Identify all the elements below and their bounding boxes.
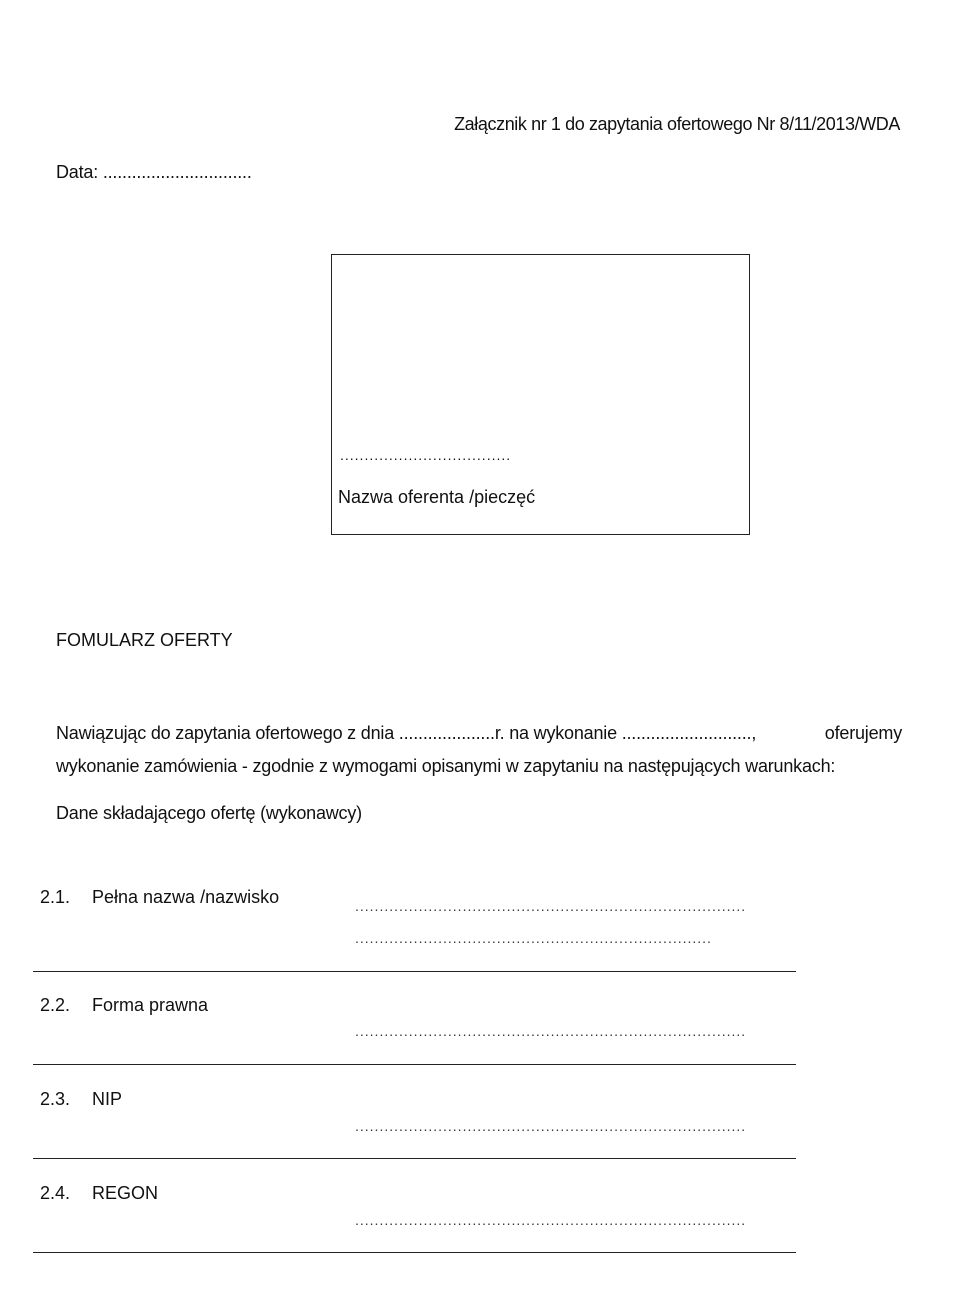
annex-title: Załącznik nr 1 do zapytania ofertowego Nr 8/11/2013/WDA [454, 114, 900, 134]
field-label-nip: NIP [92, 1089, 123, 1109]
field-number: 2.3. [40, 1089, 71, 1109]
form-title: FOMULARZ OFERTY [56, 630, 233, 650]
field-number: 2.2. [40, 995, 71, 1015]
full-name-field-line2[interactable]: ......................................................................... [355, 930, 712, 946]
divider [33, 1064, 796, 1065]
divider [33, 1252, 796, 1253]
regon-field[interactable]: ................................................................................ [355, 1212, 747, 1228]
contractor-section-header: Dane składającego ofertę (wykonawcy) [56, 803, 362, 823]
company-stamp-box[interactable] [331, 254, 750, 535]
intro-text-end: oferujemy [824, 723, 902, 743]
field-label-legal-form: Forma prawna [92, 995, 209, 1015]
full-name-field[interactable]: ................................................................................ [355, 898, 747, 914]
divider [33, 1158, 796, 1159]
intro-paragraph-line2: wykonanie zamówienia - zgodnie z wymogami opisanymi w zapytaniu na następujących warunkach: [56, 756, 836, 776]
intro-text: Nawiązując do zapytania ofertowego z dnia ....................r. na wykonanie ..........................., [56, 723, 757, 743]
date-line[interactable]: Data: ............................... [56, 162, 252, 182]
divider [33, 971, 796, 972]
field-label-regon: REGON [92, 1183, 159, 1203]
stamp-label: Nazwa oferenta /pieczęć [338, 487, 536, 507]
nip-field[interactable]: ................................................................................ [355, 1118, 747, 1134]
stamp-dotted-line: ................................... [340, 447, 512, 463]
field-label-full-name: Pełna nazwa /nazwisko [92, 887, 280, 907]
intro-paragraph-line1 [56, 723, 902, 744]
field-number: 2.1. [40, 887, 71, 907]
field-number: 2.4. [40, 1183, 71, 1203]
legal-form-field[interactable]: ................................................................................ [355, 1023, 747, 1039]
